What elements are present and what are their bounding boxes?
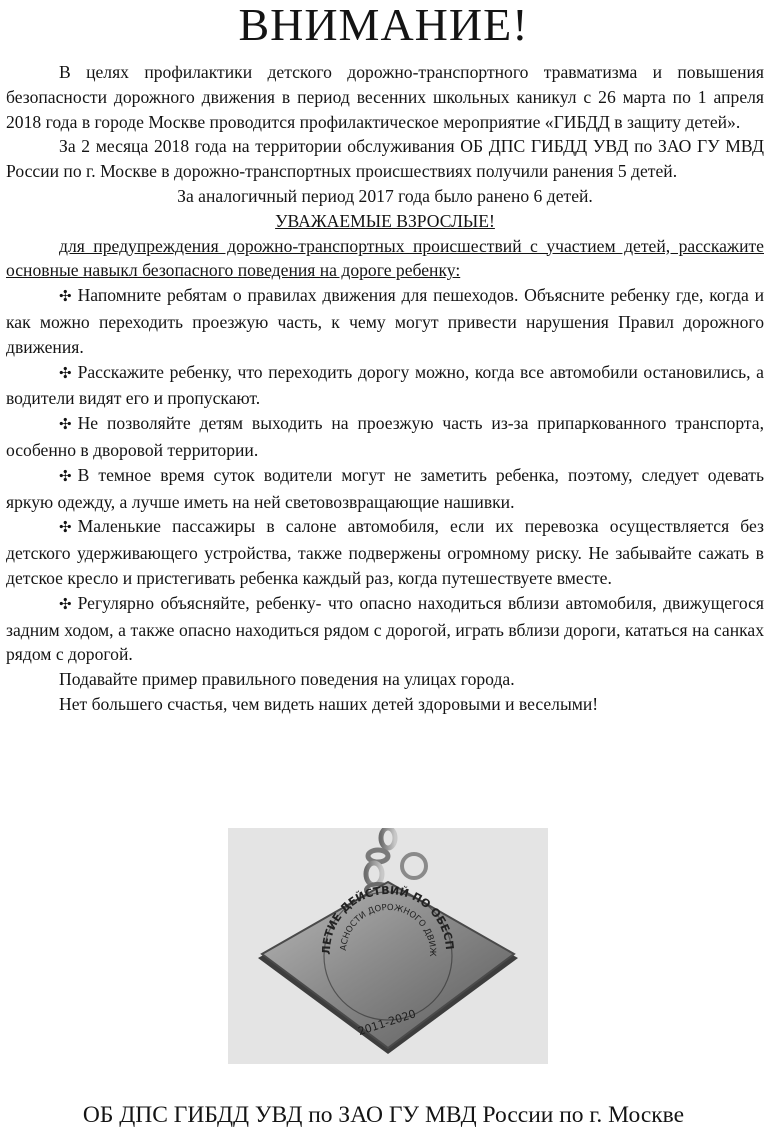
bullet-icon: ✣	[59, 520, 72, 537]
paragraph-closing-happiness: Нет большего счастья, чем видеть наших детей здоровыми и веселыми!	[59, 693, 599, 714]
bullet-item	[6, 463, 764, 515]
bullet-item	[6, 411, 764, 463]
bullet-icon: ✣	[59, 365, 72, 382]
road-safety-decade-emblem	[228, 828, 548, 1064]
bullet-text: Напомните ребятам о правилах движения для пешеходов. Объясните ребенку где, когда и как можно переходить проезжую часть, к чему могут привести нарушения Правил дорожного движения.	[6, 285, 764, 357]
page-title: ВНИМАНИЕ!	[238, 0, 529, 50]
paragraph-statistics-2018: За 2 месяца 2018 года на территории обслуживания ОБ ДПС ГИБДД УВД по ЗАО ГУ МВД России по г. Москве в дорожно-транспортных происшествиях получили ранения 5 детей.	[6, 136, 764, 182]
emblem-medal-image	[228, 828, 548, 1064]
paragraph-intro: для предупреждения дорожно-транспортных происшествий с участием детей, расскажите основные навыкл безопасного поведения на дороге ребенку:	[6, 235, 764, 281]
emblem-outer-text: ЛЕТИЕ ДЕЙСТВИЙ ПО ОБЕСП	[319, 883, 457, 955]
emblem-years: 2011-2020	[356, 1007, 418, 1039]
bullet-text: В темное время суток водители могут не заметить ребенка, поэтому, следует одевать яркую одежду, а лучше иметь на ней световозвращающие нашивки.	[6, 464, 764, 512]
heading-dear-adults: УВАЖАЕМЫЕ ВЗРОСЛЫЕ!	[275, 210, 495, 231]
bullet-icon: ✣	[59, 596, 72, 613]
paragraph-statistics-2017: За аналогичный период 2017 года было ранено 6 детей.	[177, 185, 593, 206]
bullet-item	[6, 514, 764, 590]
bullet-text: Не позволяйте детям выходить на проезжую часть из-за припаркованного транспорта, особенно в дворовой территории.	[6, 413, 764, 460]
bullet-icon: ✣	[59, 417, 72, 434]
emblem-inner-text: АСНОСТИ ДОРОЖНОГО ДВИЖ	[338, 902, 438, 957]
footer-organization: ОБ ДПС ГИБДД УВД по ЗАО ГУ МВД России по г. Москве	[82, 1102, 685, 1128]
paragraph-closing-example: Подавайте пример правильного поведения на улицах города.	[59, 669, 515, 690]
bullet-icon: ✣	[59, 468, 72, 485]
bullet-text: Расскажите ребенку, что переходить дорогу можно, когда все автомобили остановились, а водители видят его и пропускают.	[6, 361, 764, 409]
bullet-item	[6, 591, 764, 667]
bullet-item	[6, 360, 764, 412]
bullet-text: Регулярно объясняйте, ребенку- что опасно находиться вблизи автомобиля, движущегося задним ходом, а также опасно находиться рядом с дорогой, играть вблизи дороги, кататься на санках рядом с дорогой.	[6, 592, 764, 665]
bullet-icon: ✣	[59, 289, 72, 306]
notice-body	[6, 60, 764, 717]
bullet-item	[6, 283, 764, 359]
paragraph-campaign: В целях профилактики детского дорожно-транспортного травматизма и повышения безопасности дорожного движения в период весенних школьных каникул с 26 марта по 1 апреля 2018 года в городе Москве проводится профилактическое мероприятие «ГИБДД в защиту детей».	[6, 62, 764, 132]
bullet-text: Маленькие пассажиры в салоне автомобиля, если их перевозка осуществляется без детского удерживающего устройства, также подвержены огромному риску. Не забывайте сажать в детское кресло и пристегивать ребенка каждый раз, когда путешествуете вместе.	[6, 516, 764, 588]
